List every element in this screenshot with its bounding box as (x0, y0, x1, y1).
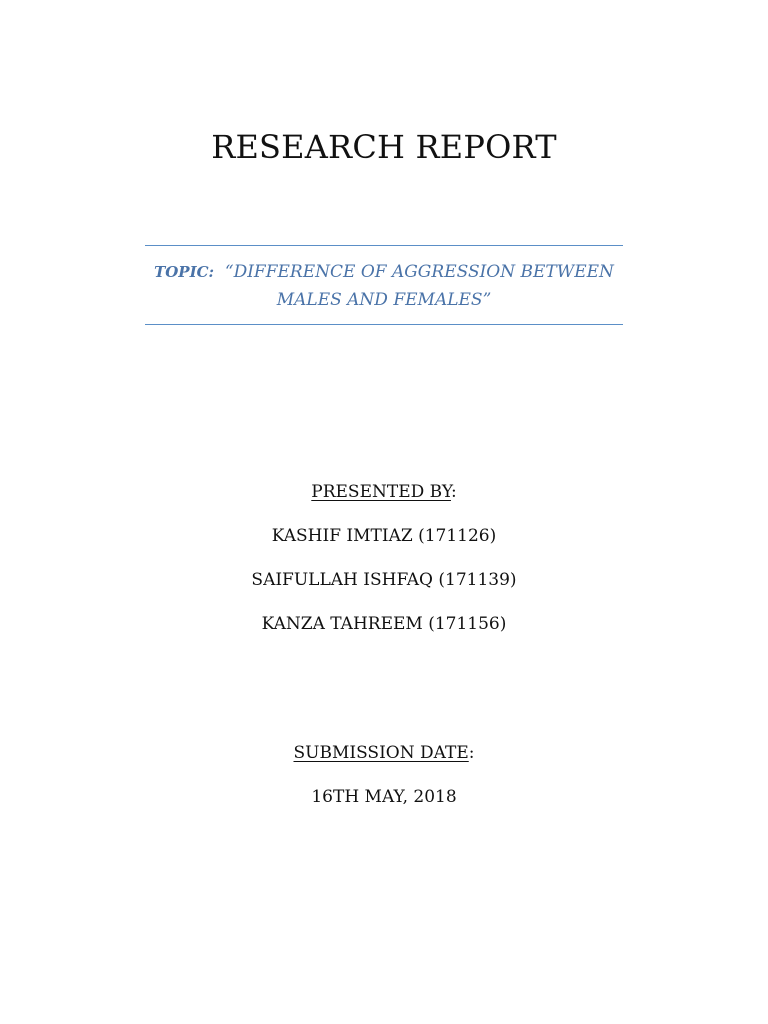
topic-label: TOPIC: (154, 263, 215, 281)
page-title: RESEARCH REPORT (211, 128, 557, 166)
topic-top-rule (145, 245, 623, 246)
presented-by-heading-row (0, 482, 768, 502)
topic-line-1 (145, 258, 623, 286)
submission-heading-row (0, 743, 768, 763)
presented-by-colon: : (450, 482, 457, 502)
presenter-item: KASHIF IMTIAZ (171126) (271, 526, 497, 546)
submission-date-value: 16TH MAY, 2018 (311, 787, 457, 807)
topic-text-line-1: “DIFFERENCE OF AGGRESSION BETWEEN (224, 262, 614, 282)
topic-block (145, 258, 623, 314)
submission-date-heading: SUBMISSION DATE (293, 743, 469, 763)
submission-date-colon: : (468, 743, 475, 763)
presenter-item: SAIFULLAH ISHFAQ (171139) (251, 570, 517, 590)
topic-bottom-rule (145, 324, 623, 325)
presenter-item: KANZA TAHREEM (171156) (261, 614, 507, 634)
presented-by-heading: PRESENTED BY (311, 482, 451, 502)
topic-text-line-2: MALES AND FEMALES” (276, 290, 492, 310)
